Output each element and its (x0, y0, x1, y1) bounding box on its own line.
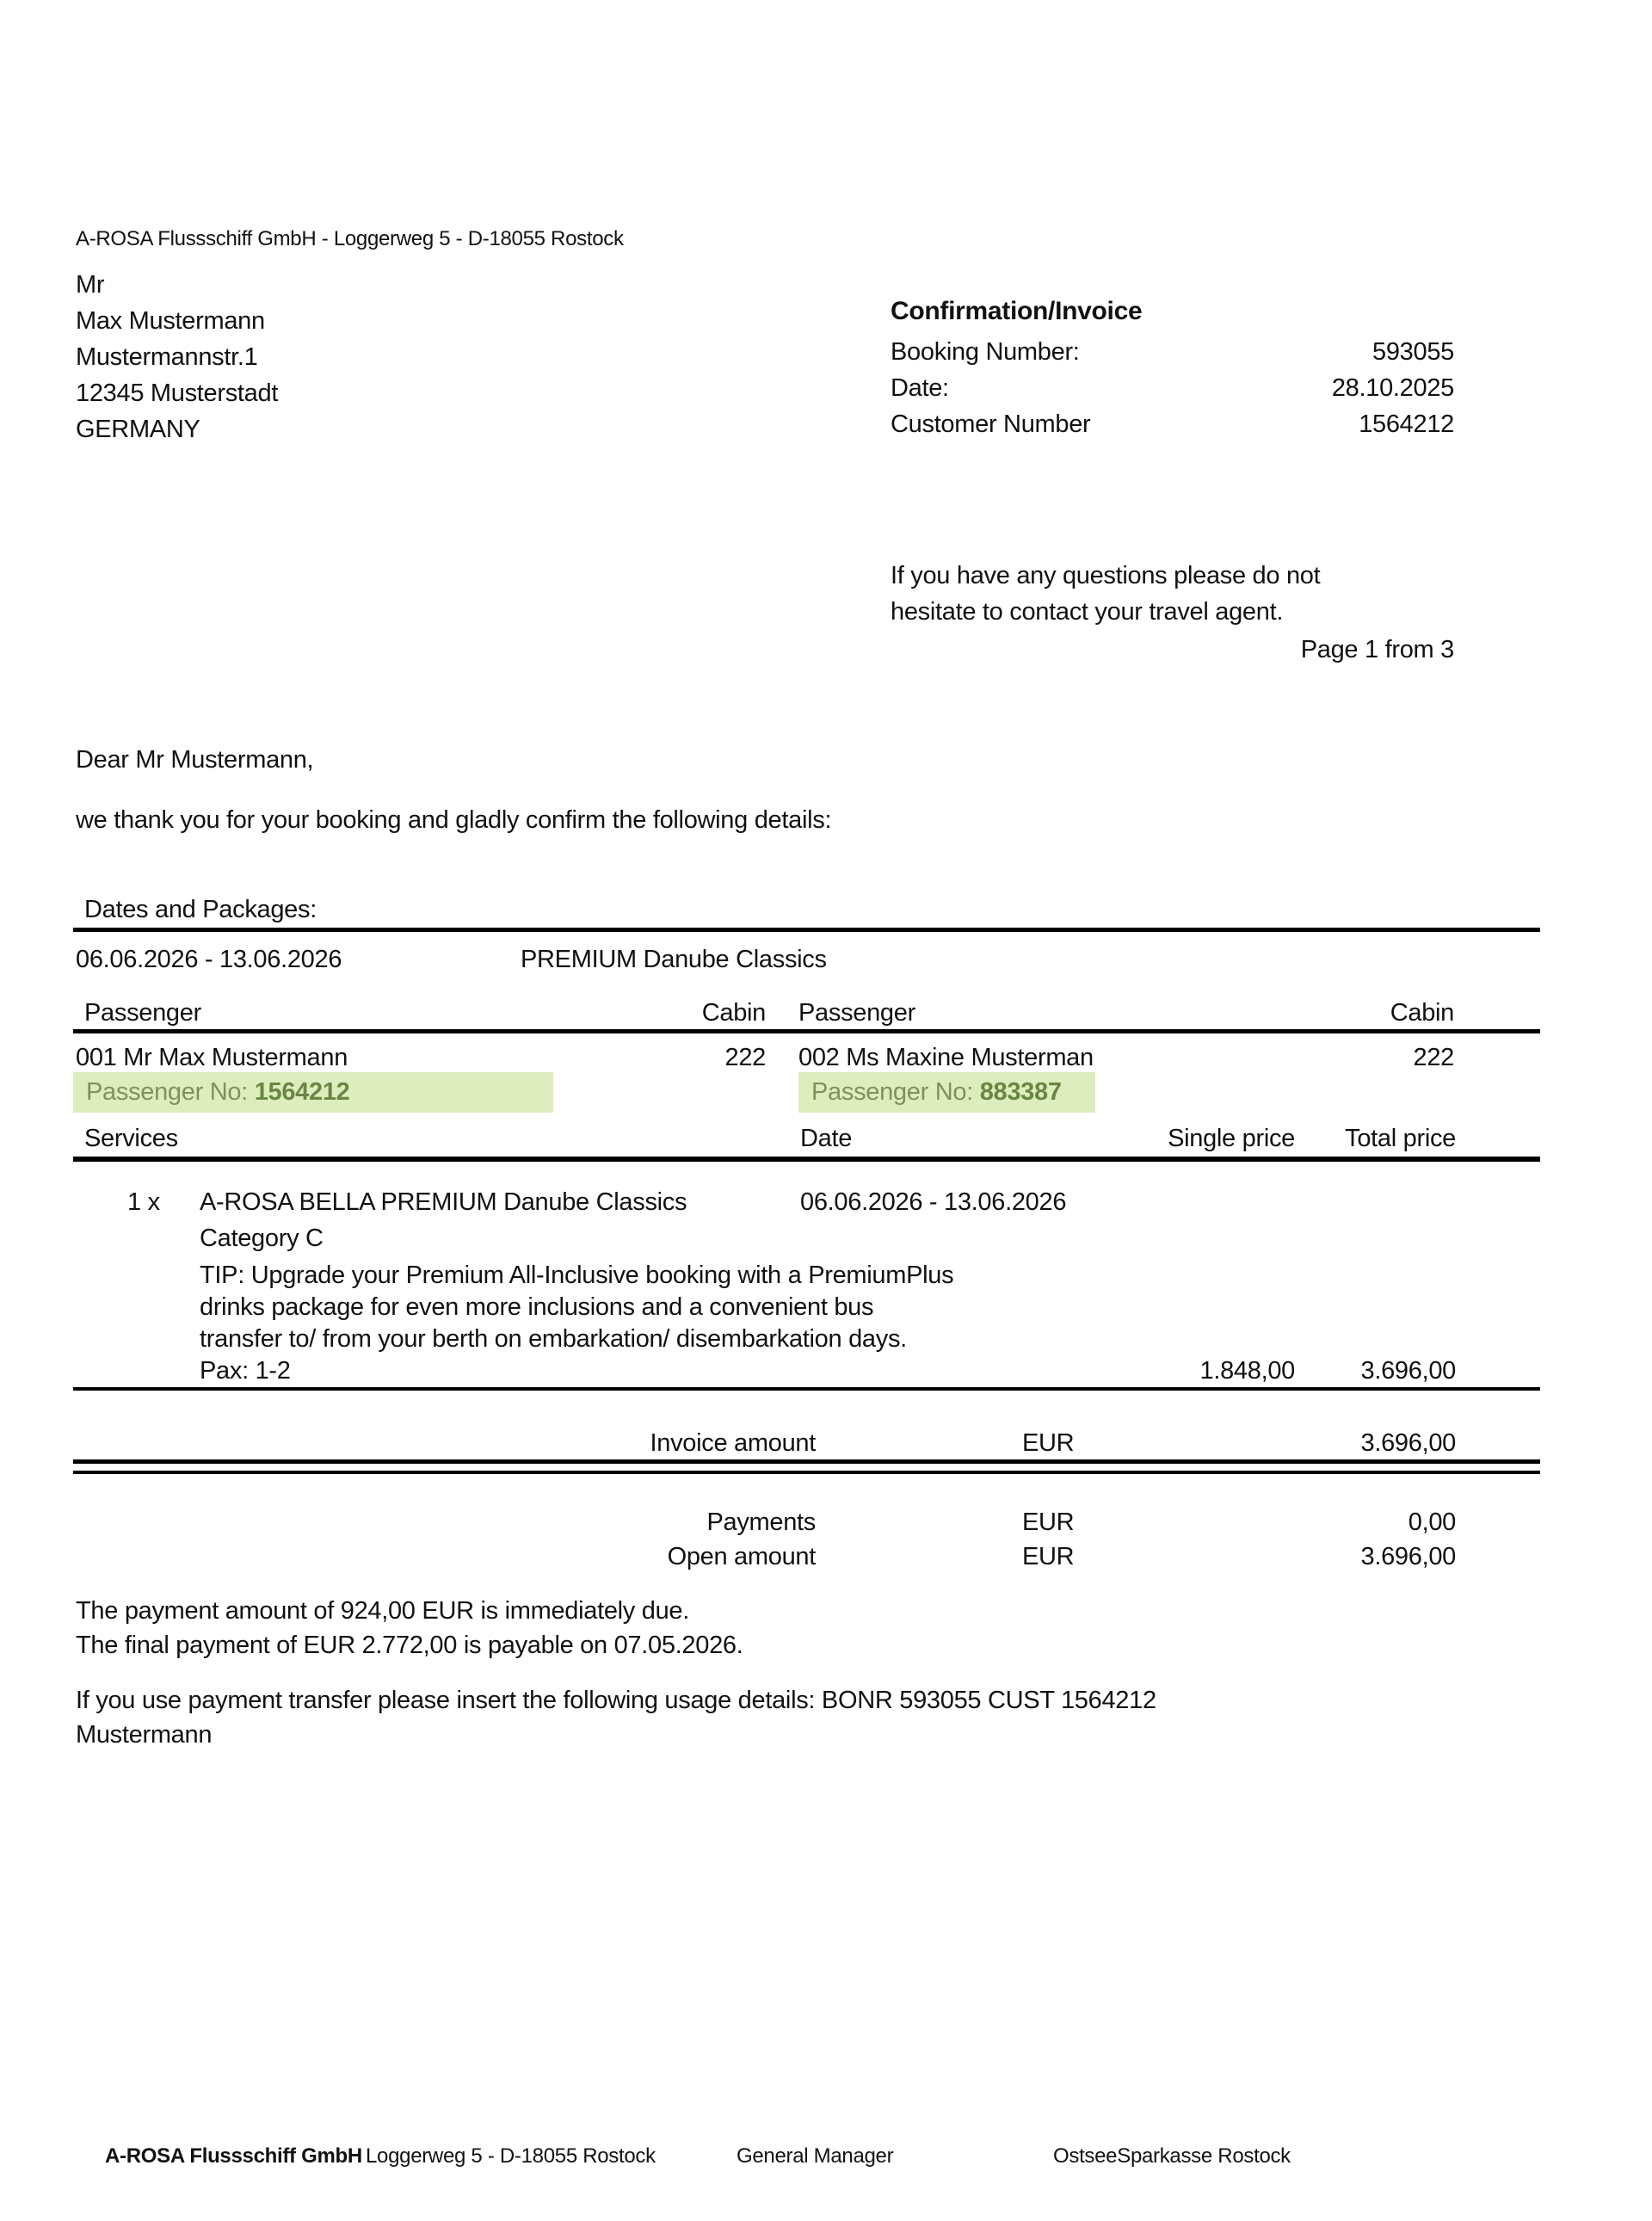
usage-details-line1: If you use payment transfer please insert the following usage details: BONR 593055 CUST 1564212 (76, 1687, 1156, 1714)
invoice-date-value: 28.10.2025 (1331, 374, 1454, 402)
cabin-column-header-left: Cabin (701, 999, 766, 1027)
final-payment-line: The final payment of EUR 2.772,00 is payable on 07.05.2026. (76, 1632, 743, 1659)
service-name: A-ROSA BELLA PREMIUM Danube Classics (200, 1188, 687, 1216)
payment-due-line: The payment amount of 924,00 EUR is immediately due. (76, 1597, 689, 1625)
customer-number-label: Customer Number (891, 410, 1091, 438)
invoice-amount-value: 3.696,00 (1360, 1429, 1456, 1457)
payments-currency: EUR (1022, 1508, 1075, 1536)
cabin-column-header-right: Cabin (1390, 999, 1454, 1027)
passenger-2-number-label: Passenger No: (811, 1078, 980, 1106)
usage-details-line2: Mustermann (76, 1721, 213, 1749)
service-single-price: 1.848,00 (1199, 1357, 1295, 1385)
passenger-column-header-left: Passenger (84, 999, 201, 1027)
recipient-salutation: Mr (76, 271, 105, 299)
total-price-column-header: Total price (1345, 1125, 1456, 1152)
service-tip-line1: TIP: Upgrade your Premium All-Inclusive booking with a PremiumPlus (200, 1262, 954, 1289)
open-amount-label: Open amount (667, 1543, 816, 1570)
passenger-1-number-value: 1564212 (254, 1078, 350, 1106)
service-quantity: 1 x (127, 1188, 160, 1216)
booking-number-label: Booking Number: (891, 338, 1080, 366)
booking-number-value: 593055 (1372, 338, 1454, 366)
open-amount-value: 3.696,00 (1360, 1543, 1456, 1570)
single-price-column-header: Single price (1168, 1125, 1295, 1152)
section-divider (73, 928, 1540, 932)
services-column-header: Services (84, 1125, 178, 1152)
document-title: Confirmation/Invoice (891, 297, 1143, 325)
open-amount-currency: EUR (1022, 1543, 1075, 1570)
invoice-amount-double-divider (73, 1459, 1540, 1474)
recipient-country: GERMANY (76, 416, 200, 443)
recipient-city: 12345 Musterstadt (76, 379, 279, 407)
service-tip-text (200, 1260, 953, 1355)
letter-intro: we thank you for your booking and gladly confirm the following details: (76, 806, 832, 834)
service-tip-line2: drinks package for even more inclusions and a convenient bus (200, 1293, 874, 1321)
customer-number-value: 1564212 (1359, 410, 1454, 438)
passenger-1-number-highlight (73, 1072, 553, 1113)
sender-line: A-ROSA Flussschiff GmbH - Loggerweg 5 - D-18055 Rostock (76, 227, 624, 250)
payments-value: 0,00 (1408, 1508, 1456, 1536)
questions-note-line2: hesitate to contact your travel agent. (891, 598, 1284, 626)
recipient-name: Max Mustermann (76, 307, 265, 335)
page-indicator: Page 1 from 3 (1300, 636, 1454, 663)
footer-bank: OstseeSparkasse Rostock (1053, 2144, 1291, 2168)
footer-address: Loggerweg 5 - D-18055 Rostock (366, 2144, 656, 2168)
dates-packages-section-title: Dates and Packages: (84, 896, 317, 923)
passenger-2-number-value: 883387 (979, 1078, 1062, 1106)
footer-company: A-ROSA Flussschiff GmbH (105, 2144, 362, 2168)
passenger-header-divider (73, 1029, 1540, 1033)
footer-manager: General Manager (737, 2144, 894, 2168)
service-tip-line3: transfer to/ from your berth on embarkation/ disembarkation days. (200, 1325, 907, 1353)
passenger-2-name: 002 Ms Maxine Musterman (798, 1044, 1094, 1071)
service-date-range: 06.06.2026 - 13.06.2026 (800, 1188, 1067, 1216)
recipient-street: Mustermannstr.1 (76, 343, 258, 371)
date-column-header: Date (800, 1125, 853, 1152)
service-total-price: 3.696,00 (1360, 1357, 1456, 1385)
package-date-range: 06.06.2026 - 13.06.2026 (76, 946, 342, 973)
usage-details (76, 1683, 1470, 1752)
letter-salutation: Dear Mr Mustermann, (76, 746, 314, 774)
service-pax: Pax: 1-2 (200, 1357, 291, 1385)
payment-terms (76, 1594, 743, 1663)
services-bottom-divider (73, 1387, 1540, 1391)
payments-label: Payments (706, 1508, 816, 1536)
questions-note (891, 558, 1320, 630)
passenger-column-header-right: Passenger (798, 999, 915, 1027)
passenger-1-name: 001 Mr Max Mustermann (76, 1044, 348, 1071)
invoice-amount-label: Invoice amount (650, 1429, 816, 1457)
questions-note-line1: If you have any questions please do not (891, 562, 1321, 589)
recipient-address (76, 267, 278, 447)
passenger-1-number-label: Passenger No: (86, 1078, 255, 1106)
service-category: Category C (200, 1225, 324, 1252)
passenger-1-cabin: 222 (724, 1044, 766, 1071)
services-header-divider (73, 1157, 1540, 1162)
passenger-2-number-highlight (798, 1072, 1095, 1113)
invoice-date-label: Date: (891, 374, 949, 402)
package-name: PREMIUM Danube Classics (521, 946, 827, 973)
passenger-2-cabin: 222 (1413, 1044, 1454, 1071)
invoice-amount-currency: EUR (1022, 1429, 1075, 1457)
